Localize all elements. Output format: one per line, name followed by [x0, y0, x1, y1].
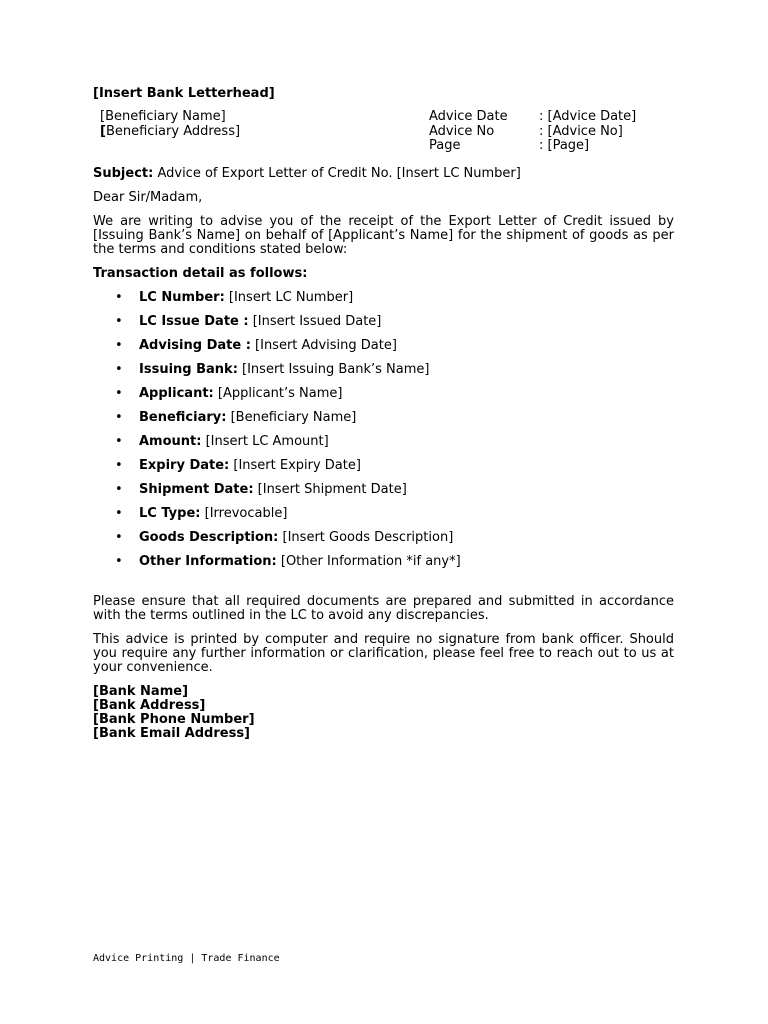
- intro-paragraph: We are writing to advise you of the receipt of the Export Letter of Credit issued by [Issuing Bank’s Name] on behalf of [Applicant’s Name] for the shipment of goods as per the terms and conditions stated below:: [93, 213, 674, 257]
- bank-address: [Bank Address]: [93, 697, 206, 713]
- detail-value: [Other Information *if any*]: [276, 553, 461, 569]
- list-item: [93, 507, 674, 521]
- list-item: [93, 315, 674, 329]
- list-item: [93, 339, 674, 353]
- detail-label: Amount:: [139, 433, 202, 449]
- detail-value: [Insert Issued Date]: [248, 313, 382, 329]
- bank-name: [Bank Name]: [93, 683, 189, 699]
- bullet-icon: •: [115, 505, 123, 521]
- beneficiary-address-bracket: [: [100, 123, 106, 139]
- greeting: Dear Sir/Madam,: [93, 189, 203, 205]
- bullet-icon: •: [115, 481, 123, 497]
- detail-label: Shipment Date:: [139, 481, 254, 497]
- detail-label: LC Number:: [139, 289, 225, 305]
- page-footer: Advice Printing | Trade Finance: [93, 953, 280, 964]
- advice-date-value: : [Advice Date]: [539, 109, 637, 124]
- bullet-icon: •: [115, 409, 123, 425]
- advice-meta-block: [429, 110, 636, 154]
- bank-email-address: [Bank Email Address]: [93, 725, 251, 741]
- detail-value: [Insert Expiry Date]: [229, 457, 361, 473]
- documents-note-paragraph: Please ensure that all required documents are prepared and submitted in accordance with the terms outlined in the LC to avoid any discrepancies.: [93, 593, 674, 623]
- bank-signature-block: [93, 685, 674, 741]
- detail-value: [Irrevocable]: [200, 505, 288, 521]
- advice-no-line: [429, 125, 636, 140]
- list-item: [93, 291, 674, 305]
- detail-label: Issuing Bank:: [139, 361, 238, 377]
- computer-note-paragraph: This advice is printed by computer and require no signature from bank officer. Should you require any further information or clarification, please feel free to reach out to us at your convenience.: [93, 631, 674, 675]
- detail-label: Beneficiary:: [139, 409, 227, 425]
- subject-line: [93, 167, 674, 181]
- transaction-details-list: [93, 291, 674, 569]
- detail-label: Advising Date :: [139, 337, 251, 353]
- advice-no-value: : [Advice No]: [539, 123, 623, 139]
- beneficiary-name: [Beneficiary Name]: [100, 109, 226, 124]
- beneficiary-block: [93, 110, 429, 154]
- detail-label: Other Information:: [139, 553, 277, 569]
- list-item: [93, 459, 674, 473]
- bullet-icon: •: [115, 337, 123, 353]
- advice-date-line: [429, 110, 636, 125]
- list-item: [93, 435, 674, 449]
- detail-value: [Insert LC Amount]: [201, 433, 329, 449]
- detail-label: LC Issue Date :: [139, 313, 249, 329]
- address-block: [93, 110, 674, 154]
- bullet-icon: •: [115, 289, 123, 305]
- bullet-icon: •: [115, 457, 123, 473]
- bullet-icon: •: [115, 553, 123, 569]
- page-label: Page: [429, 138, 461, 153]
- detail-value: [Insert Issuing Bank’s Name]: [237, 361, 430, 377]
- page-value: : [Page]: [539, 138, 590, 153]
- detail-label: LC Type:: [139, 505, 201, 521]
- letter-document: [93, 86, 674, 741]
- list-item: [93, 555, 674, 569]
- detail-value: [Insert LC Number]: [224, 289, 354, 305]
- transaction-heading: Transaction detail as follows:: [93, 265, 308, 281]
- subject-text: Advice of Export Letter of Credit No. [Insert LC Number]: [153, 165, 521, 181]
- beneficiary-address: [100, 125, 429, 140]
- page-line: [429, 139, 636, 154]
- detail-value: [Insert Goods Description]: [278, 529, 454, 545]
- list-item: [93, 363, 674, 377]
- list-item: [93, 411, 674, 425]
- detail-label: Expiry Date:: [139, 457, 230, 473]
- bullet-icon: •: [115, 361, 123, 377]
- list-item: [93, 387, 674, 401]
- bullet-icon: •: [115, 313, 123, 329]
- bank-phone-number: [Bank Phone Number]: [93, 711, 255, 727]
- detail-value: [Beneficiary Name]: [226, 409, 357, 425]
- detail-label: Applicant:: [139, 385, 214, 401]
- beneficiary-address-text: Beneficiary Address]: [105, 123, 241, 139]
- list-item: [93, 483, 674, 497]
- advice-date-label: Advice Date: [429, 109, 508, 124]
- detail-value: [Insert Shipment Date]: [253, 481, 407, 497]
- bullet-icon: •: [115, 433, 123, 449]
- letterhead-placeholder: [Insert Bank Letterhead]: [93, 86, 275, 101]
- bullet-icon: •: [115, 385, 123, 401]
- advice-no-label: Advice No: [429, 123, 495, 139]
- detail-value: [Applicant’s Name]: [213, 385, 343, 401]
- detail-value: [Insert Advising Date]: [250, 337, 397, 353]
- detail-label: Goods Description:: [139, 529, 279, 545]
- list-item: [93, 531, 674, 545]
- bullet-icon: •: [115, 529, 123, 545]
- subject-label: Subject:: [93, 165, 154, 181]
